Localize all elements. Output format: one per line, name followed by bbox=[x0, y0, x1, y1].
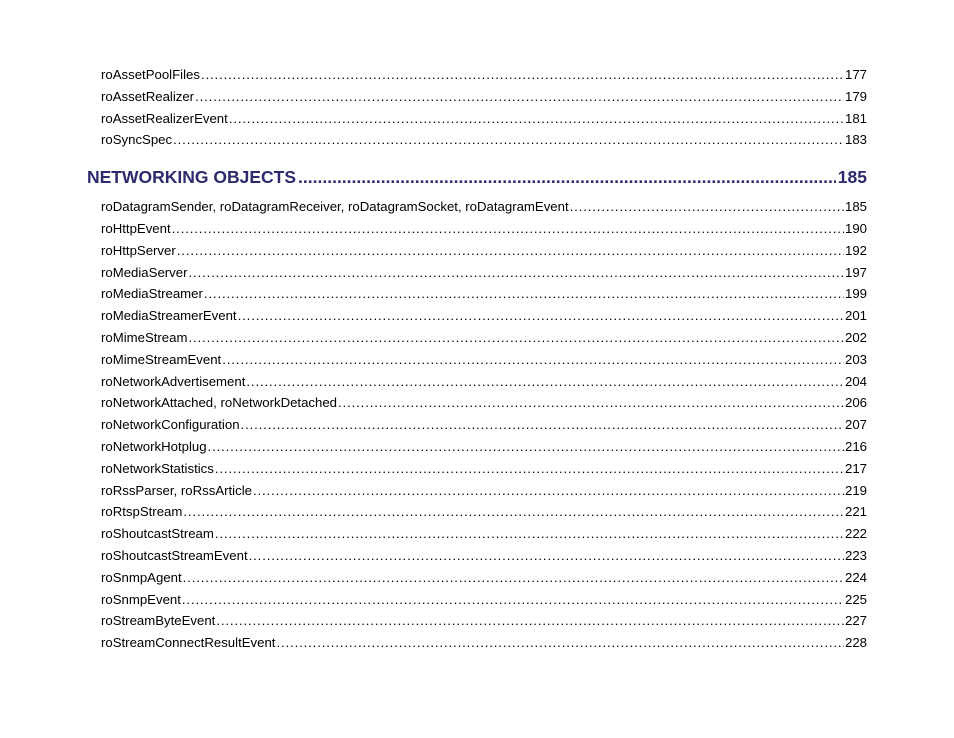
dot-leader bbox=[215, 523, 844, 545]
section-page-number: 185 bbox=[837, 167, 867, 188]
dot-leader bbox=[189, 262, 844, 284]
toc-entry[interactable] bbox=[0, 610, 954, 632]
entry-page-number: 217 bbox=[844, 460, 867, 476]
toc-entry[interactable] bbox=[0, 283, 954, 305]
toc-entry[interactable] bbox=[0, 305, 954, 327]
entry-page-number: 199 bbox=[844, 286, 867, 302]
entry-page-number: 183 bbox=[844, 132, 867, 148]
toc-entry[interactable] bbox=[0, 349, 954, 371]
toc-entry[interactable] bbox=[0, 196, 954, 218]
entry-title: roSnmpAgent bbox=[101, 569, 182, 585]
entry-title: roMediaStreamer bbox=[101, 286, 203, 302]
toc-entry[interactable] bbox=[0, 632, 954, 654]
dot-leader bbox=[177, 240, 844, 262]
dot-leader bbox=[188, 327, 844, 349]
dot-leader bbox=[173, 129, 844, 151]
toc-entry[interactable] bbox=[0, 523, 954, 545]
toc-entry[interactable] bbox=[0, 501, 954, 523]
toc-entry[interactable] bbox=[0, 545, 954, 567]
dot-leader bbox=[276, 632, 844, 654]
dot-leader bbox=[570, 196, 844, 218]
dot-leader bbox=[216, 610, 844, 632]
toc-entry[interactable] bbox=[0, 129, 954, 151]
entry-title: roAssetRealizerEvent bbox=[101, 110, 228, 126]
toc-entry[interactable] bbox=[0, 108, 954, 130]
toc-entry[interactable] bbox=[0, 392, 954, 414]
entry-page-number: 201 bbox=[844, 308, 867, 324]
entry-page-number: 192 bbox=[844, 242, 867, 258]
entry-page-number: 224 bbox=[844, 569, 867, 585]
toc-entry[interactable] bbox=[0, 86, 954, 108]
toc-entry[interactable] bbox=[0, 64, 954, 86]
entry-page-number: 206 bbox=[844, 395, 867, 411]
entry-title: roStreamByteEvent bbox=[101, 613, 216, 629]
entry-page-number: 203 bbox=[844, 351, 867, 367]
dot-leader bbox=[215, 458, 844, 480]
entry-title: roAssetRealizer bbox=[101, 88, 195, 104]
toc-entry[interactable] bbox=[0, 436, 954, 458]
dot-leader bbox=[241, 414, 844, 436]
toc-entry[interactable] bbox=[0, 371, 954, 393]
entry-title: roNetworkAttached, roNetworkDetached bbox=[101, 395, 338, 411]
entry-page-number: 204 bbox=[844, 373, 867, 389]
entry-title: roNetworkConfiguration bbox=[101, 417, 240, 433]
toc-entry[interactable] bbox=[0, 240, 954, 262]
toc-entries-before bbox=[0, 64, 954, 151]
toc-entry[interactable] bbox=[0, 480, 954, 502]
entry-title: roShoutcastStreamEvent bbox=[101, 547, 248, 563]
toc-entry[interactable] bbox=[0, 589, 954, 611]
dot-leader bbox=[229, 108, 844, 130]
dot-leader bbox=[222, 349, 844, 371]
dot-leader bbox=[249, 545, 844, 567]
toc-entries-after bbox=[0, 196, 954, 654]
entry-page-number: 197 bbox=[844, 264, 867, 280]
entry-title: roNetworkHotplug bbox=[101, 438, 207, 454]
toc-entry[interactable] bbox=[0, 458, 954, 480]
dot-leader bbox=[298, 164, 836, 190]
dot-leader bbox=[246, 371, 844, 393]
entry-title: roStreamConnectResultEvent bbox=[101, 635, 276, 651]
dot-leader bbox=[208, 436, 844, 458]
entry-title: roMediaStreamerEvent bbox=[101, 308, 237, 324]
dot-leader bbox=[182, 589, 844, 611]
entry-title: roMediaServer bbox=[101, 264, 188, 280]
entry-title: roSyncSpec bbox=[101, 132, 173, 148]
entry-title: roRtspStream bbox=[101, 504, 183, 520]
entry-page-number: 225 bbox=[844, 591, 867, 607]
toc-entry[interactable] bbox=[0, 327, 954, 349]
entry-page-number: 177 bbox=[844, 67, 867, 82]
table-of-contents bbox=[0, 64, 954, 654]
dot-leader bbox=[183, 501, 844, 523]
dot-leader bbox=[338, 392, 844, 414]
entry-page-number: 185 bbox=[844, 199, 867, 215]
section-title: NETWORKING OBJECTS bbox=[87, 167, 297, 188]
entry-page-number: 223 bbox=[844, 547, 867, 563]
dot-leader bbox=[172, 218, 844, 240]
entry-page-number: 179 bbox=[844, 88, 867, 104]
entry-title: roMimeStream bbox=[101, 329, 188, 345]
entry-page-number: 216 bbox=[844, 438, 867, 454]
entry-page-number: 228 bbox=[844, 635, 867, 651]
toc-entry[interactable] bbox=[0, 414, 954, 436]
entry-page-number: 227 bbox=[844, 613, 867, 629]
entry-title: roHttpServer bbox=[101, 242, 176, 258]
entry-page-number: 202 bbox=[844, 329, 867, 345]
toc-section-heading[interactable] bbox=[0, 164, 954, 190]
entry-page-number: 181 bbox=[844, 110, 867, 126]
entry-page-number: 221 bbox=[844, 504, 867, 520]
entry-title: roNetworkStatistics bbox=[101, 460, 214, 476]
toc-entry[interactable] bbox=[0, 262, 954, 284]
entry-title: roAssetPoolFiles bbox=[101, 67, 200, 82]
dot-leader bbox=[183, 567, 844, 589]
dot-leader bbox=[201, 64, 844, 86]
toc-entry[interactable] bbox=[0, 567, 954, 589]
dot-leader bbox=[238, 305, 844, 327]
entry-title: roDatagramSender, roDatagramReceiver, roDatagramSocket, roDatagramEvent bbox=[101, 199, 569, 215]
entry-page-number: 222 bbox=[844, 526, 867, 542]
entry-title: roShoutcastStream bbox=[101, 526, 214, 542]
entry-title: roMimeStreamEvent bbox=[101, 351, 222, 367]
dot-leader bbox=[195, 86, 844, 108]
toc-entry[interactable] bbox=[0, 218, 954, 240]
dot-leader bbox=[253, 480, 844, 502]
dot-leader bbox=[204, 283, 844, 305]
entry-page-number: 207 bbox=[844, 417, 867, 433]
entry-title: roRssParser, roRssArticle bbox=[101, 482, 252, 498]
entry-title: roHttpEvent bbox=[101, 220, 171, 236]
entry-page-number: 190 bbox=[844, 220, 867, 236]
entry-page-number: 219 bbox=[844, 482, 867, 498]
entry-title: roNetworkAdvertisement bbox=[101, 373, 246, 389]
entry-title: roSnmpEvent bbox=[101, 591, 181, 607]
